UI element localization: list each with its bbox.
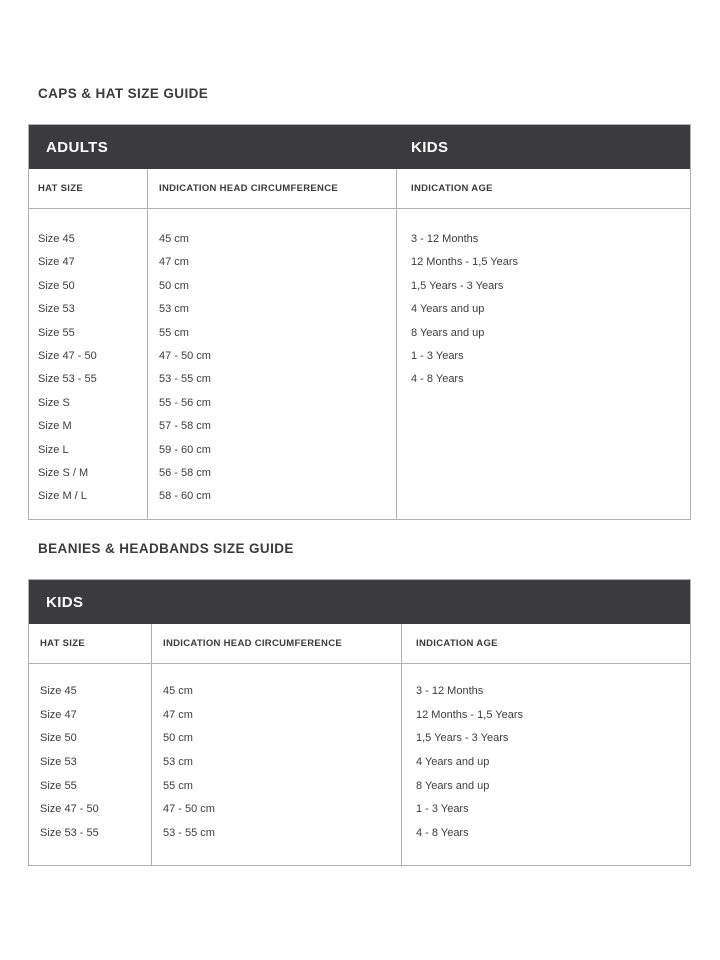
column-header-age: INDICATION AGE — [416, 638, 498, 649]
circumference-value: 53 cm — [159, 303, 189, 316]
group-header-adults: ADULTS — [46, 138, 109, 156]
circumference-value: 47 - 50 cm — [159, 349, 211, 362]
hat-size-value: Size 53 — [40, 756, 77, 769]
beanies-headbands-size-table — [28, 579, 691, 866]
circumference-value: 47 - 50 cm — [163, 803, 215, 816]
column-header-age: INDICATION AGE — [411, 183, 493, 194]
column-header-circumference: INDICATION HEAD CIRCUMFERENCE — [152, 624, 402, 663]
circumference-value: 47 cm — [159, 256, 189, 269]
hat-size-value: Size 53 — [38, 303, 75, 316]
age-value: 12 Months - 1,5 Years — [411, 256, 519, 269]
beanies-column-headers — [29, 624, 690, 664]
hat-size-value: Size 50 — [40, 732, 77, 745]
caps-hat-column-headers — [29, 169, 690, 209]
hat-size-column — [29, 209, 148, 519]
caps-hat-table-body — [29, 209, 690, 519]
age-value: 1 - 3 Years — [411, 349, 464, 362]
circumference-value: 53 cm — [163, 756, 193, 769]
age-column — [402, 664, 690, 865]
hat-size-value: Size L — [38, 443, 69, 456]
hat-size-value: Size 53 - 55 — [40, 827, 99, 840]
beanies-table-body — [29, 664, 690, 865]
circumference-value: 47 cm — [163, 708, 193, 721]
age-value: 3 - 12 Months — [411, 233, 479, 245]
age-value: 8 Years and up — [411, 326, 485, 339]
circumference-value: 45 cm — [163, 685, 193, 697]
circumference-value: 57 - 58 cm — [159, 420, 211, 433]
circumference-value: 55 - 56 cm — [159, 396, 211, 409]
hat-size-value: Size 55 — [38, 326, 75, 339]
column-header-circumference: INDICATION HEAD CIRCUMFERENCE — [148, 169, 397, 208]
column-header-hat-size: HAT SIZE — [29, 169, 148, 208]
hat-size-column — [29, 664, 152, 865]
age-value: 1 - 3 Years — [416, 803, 469, 816]
age-value: 4 Years and up — [416, 756, 490, 769]
caps-hat-section-title: CAPS & HAT SIZE GUIDE — [38, 86, 209, 101]
hat-size-value: Size S / M — [38, 466, 89, 479]
hat-size-value: Size 50 — [38, 279, 75, 292]
caps-hat-group-header — [29, 125, 690, 169]
age-column — [397, 209, 690, 519]
age-value: 1,5 Years - 3 Years — [411, 279, 504, 292]
age-value: 12 Months - 1,5 Years — [416, 708, 524, 721]
circumference-value: 56 - 58 cm — [159, 466, 211, 479]
hat-size-value: Size 47 - 50 — [40, 803, 99, 816]
caps-hat-size-table — [28, 124, 691, 520]
age-value: 8 Years and up — [416, 779, 490, 792]
circumference-value: 45 cm — [159, 233, 189, 245]
hat-size-value: Size 47 - 50 — [38, 349, 97, 362]
hat-size-value: Size 45 — [40, 685, 77, 697]
age-value: 4 - 8 Years — [416, 827, 469, 840]
group-header-kids: KIDS — [46, 593, 84, 611]
hat-size-value: Size 47 — [38, 256, 75, 269]
column-header-hat-size: HAT SIZE — [29, 624, 152, 663]
hat-size-value: Size S — [38, 396, 70, 409]
age-value: 3 - 12 Months — [416, 685, 484, 697]
circumference-value: 50 cm — [163, 732, 193, 745]
hat-size-value: Size M — [38, 420, 72, 433]
group-header-kids: KIDS — [411, 138, 449, 156]
circumference-value: 59 - 60 cm — [159, 443, 211, 456]
circumference-column — [152, 664, 402, 865]
circumference-column — [148, 209, 397, 519]
age-value: 4 - 8 Years — [411, 373, 464, 386]
circumference-value: 53 - 55 cm — [159, 373, 211, 386]
circumference-value: 50 cm — [159, 279, 189, 292]
circumference-value: 55 cm — [159, 326, 189, 339]
hat-size-value: Size 55 — [40, 779, 77, 792]
hat-size-value: Size M / L — [38, 490, 87, 503]
circumference-value: 53 - 55 cm — [163, 827, 215, 840]
hat-size-value: Size 47 — [40, 708, 77, 721]
age-value: 1,5 Years - 3 Years — [416, 732, 509, 745]
circumference-value: 58 - 60 cm — [159, 490, 211, 503]
age-value: 4 Years and up — [411, 303, 485, 316]
beanies-headbands-section-title: BEANIES & HEADBANDS SIZE GUIDE — [38, 541, 294, 556]
hat-size-value: Size 53 - 55 — [38, 373, 97, 386]
beanies-group-header — [29, 580, 690, 624]
hat-size-value: Size 45 — [38, 233, 75, 245]
circumference-value: 55 cm — [163, 779, 193, 792]
